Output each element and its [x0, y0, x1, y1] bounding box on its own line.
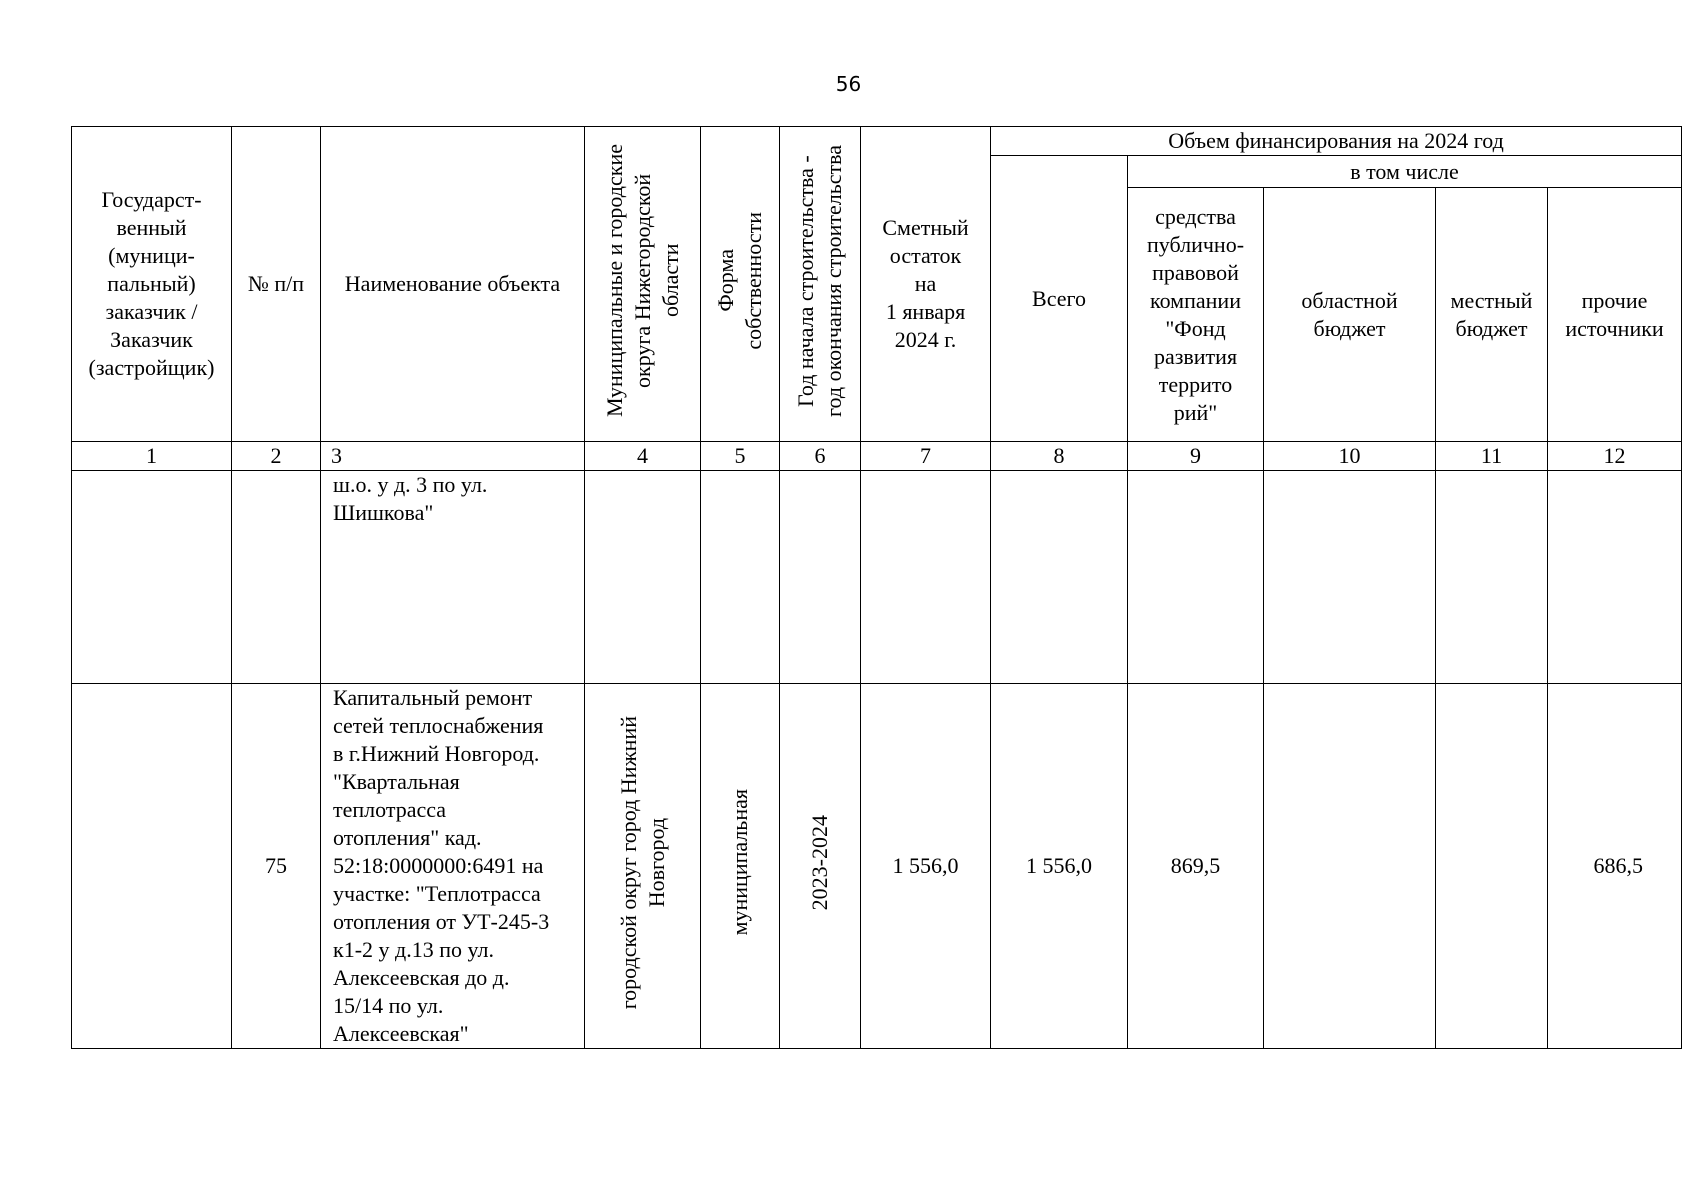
cell-number: 75 [232, 684, 321, 1049]
column-number: 4 [585, 442, 701, 471]
cell-other [1548, 471, 1682, 684]
cell-municipality [585, 471, 701, 684]
header-number: № п/п [232, 127, 321, 442]
column-number: 10 [1264, 442, 1436, 471]
cell-customer [72, 471, 232, 684]
header-object-name: Наименование объекта [321, 127, 585, 442]
column-number: 7 [861, 442, 991, 471]
cell-regional [1264, 684, 1436, 1049]
column-number: 11 [1436, 442, 1548, 471]
cell-object-name: ш.о. у д. 3 по ул. Шишкова" [321, 471, 585, 684]
table-row-continuation [72, 471, 1682, 684]
header-row-top [72, 127, 1682, 156]
column-number: 8 [991, 442, 1128, 471]
page-number: 56 [835, 72, 862, 96]
cell-regional [1264, 471, 1436, 684]
cell-customer [72, 684, 232, 1049]
column-number: 1 [72, 442, 232, 471]
cell-local [1436, 684, 1548, 1049]
header-municipality: Муниципальные и городские округа Нижегородской области [601, 144, 683, 417]
cell-years-wrap [780, 684, 861, 1049]
header-regional: областной бюджет [1264, 188, 1436, 442]
cell-local [1436, 471, 1548, 684]
cell-municipality-wrap [585, 684, 701, 1049]
column-number: 6 [780, 442, 861, 471]
cell-other: 686,5 [1548, 684, 1682, 1049]
cell-number [232, 471, 321, 684]
header-funding-title: Объем финансирования на 2024 год [991, 127, 1682, 156]
column-number: 2 [232, 442, 321, 471]
cell-estimate-remainder [861, 471, 991, 684]
column-number: 5 [701, 442, 780, 471]
column-numbers-row [72, 442, 1682, 471]
cell-object-name: Капитальный ремонт сетей теплоснабжения в г.Нижний Новгород. "Квартальная теплотрасса отопления" кад. 52:18:0000000:6491 на участке: "Теплотрасса отопления от УТ-245-3 к1-2 у д.13 по ул. Алексеевская до д. 15/14 по ул. Алексеевская" [321, 684, 585, 1049]
header-years: Год начала строительства - год окончания строительства [793, 144, 846, 417]
cell-municipality: городской округ город Нижний Новгород [615, 715, 669, 1010]
header-ownership: Форма собственности [713, 211, 766, 350]
header-fund: средства публично- правовой компании "Фонд развития террито рий" [1128, 188, 1264, 442]
cell-years: 2023-2024 [807, 814, 832, 911]
cell-total [991, 471, 1128, 684]
cell-fund: 869,5 [1128, 684, 1264, 1049]
header-municipality-cell [585, 127, 701, 442]
cell-total: 1 556,0 [991, 684, 1128, 1049]
header-customer: Государст- венный (муници- пальный) заказчик / Заказчик (застройщик) [72, 127, 232, 442]
header-total: Всего [991, 156, 1128, 442]
cell-estimate-remainder: 1 556,0 [861, 684, 991, 1049]
column-number: 3 [321, 442, 585, 471]
header-other: прочие источники [1548, 188, 1682, 442]
header-local: местный бюджет [1436, 188, 1548, 442]
column-number: 9 [1128, 442, 1264, 471]
table-row [72, 684, 1682, 1049]
cell-years [780, 471, 861, 684]
financing-table [71, 126, 1682, 1049]
header-ownership-cell [701, 127, 780, 442]
cell-ownership-wrap [701, 684, 780, 1049]
cell-ownership: муниципальная [727, 789, 752, 936]
header-including: в том числе [1128, 156, 1682, 188]
cell-fund [1128, 471, 1264, 684]
header-years-cell [780, 127, 861, 442]
cell-ownership [701, 471, 780, 684]
header-estimate-remainder: Сметный остаток на 1 января 2024 г. [861, 127, 991, 442]
column-number: 12 [1548, 442, 1682, 471]
